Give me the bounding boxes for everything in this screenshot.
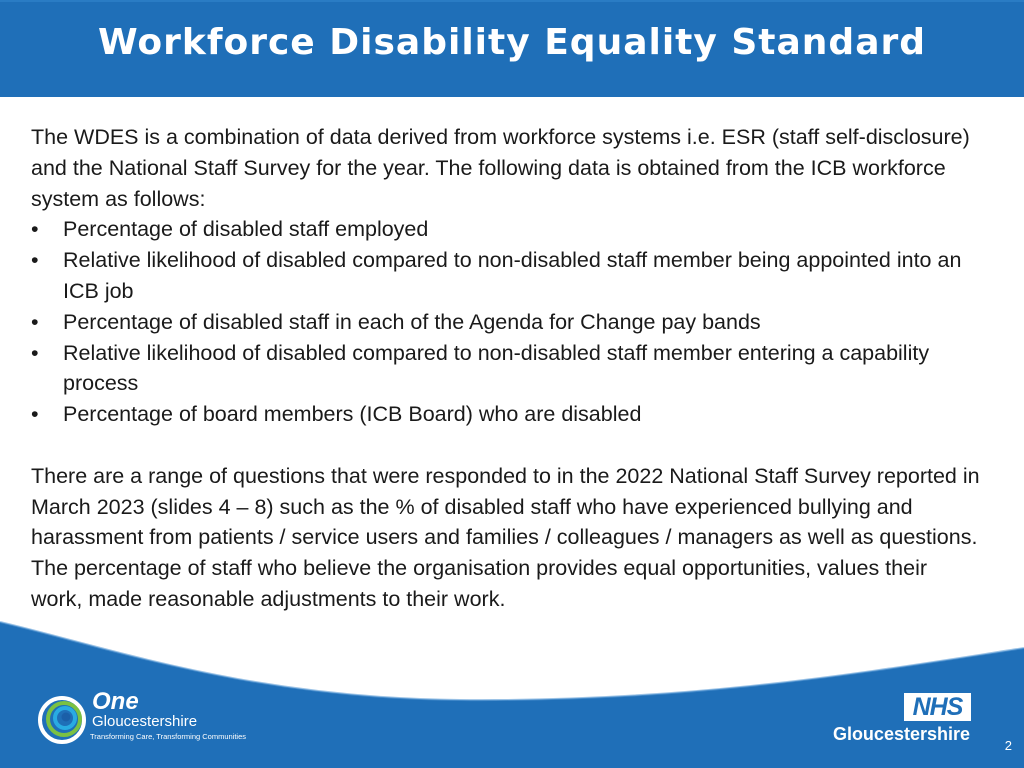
bullet-text: Relative likelihood of disabled compared to non-disabled staff member being appointed into an ICB job bbox=[63, 248, 962, 303]
bullet-icon: • bbox=[31, 248, 39, 273]
logo-name-text: Gloucestershire bbox=[92, 713, 198, 730]
bullet-item bbox=[31, 338, 981, 400]
nhs-logo bbox=[904, 693, 971, 721]
swirl-icon bbox=[38, 690, 90, 746]
bullet-item bbox=[31, 245, 981, 307]
slide-number: 2 bbox=[1004, 738, 1012, 753]
intro-paragraph: The WDES is a combination of data derived from workforce systems i.e. ESR (staff self-disclosure) and the National Staff Survey for the year. The following data is obtained from the ICB workforce system as follows: bbox=[31, 125, 970, 211]
bullet-icon: • bbox=[31, 309, 39, 334]
one-gloucestershire-logo bbox=[38, 690, 268, 750]
logo-tagline: Transforming Care, Transforming Communities bbox=[90, 732, 247, 741]
slide-title: Workforce Disability Equality Standard bbox=[97, 22, 927, 63]
bullet-item bbox=[31, 214, 981, 245]
bullet-item bbox=[31, 399, 981, 430]
bullet-list bbox=[31, 214, 981, 430]
bullet-text: Percentage of board members (ICB Board) who are disabled bbox=[63, 402, 642, 427]
nhs-logo-text: NHS bbox=[912, 692, 963, 721]
paragraph-spacer bbox=[31, 430, 981, 461]
bullet-text: Percentage of disabled staff employed bbox=[63, 217, 429, 242]
bullet-text: Relative likelihood of disabled compared to non-disabled staff member entering a capability process bbox=[63, 340, 930, 396]
bullet-icon: • bbox=[31, 402, 39, 427]
slide-content bbox=[31, 122, 981, 615]
bullet-item bbox=[31, 307, 981, 338]
org-name: Gloucestershire bbox=[832, 724, 970, 744]
bullet-icon: • bbox=[31, 217, 39, 242]
bullet-icon: • bbox=[31, 340, 39, 365]
logo-one-text: One bbox=[92, 688, 139, 715]
title-bar bbox=[0, 0, 1024, 97]
survey-paragraph: There are a range of questions that were responded to in the 2022 National Staff Survey reported in March 2023 (slides 4 – 8) such as the % of disabled staff who have experienced bullying and harassment from patients / service users and families / colleagues / managers as well as questions. The percentage of staff who believe the organisation provides equal opportunities, values their work, made reasonable adjustments to their work. bbox=[31, 463, 980, 611]
bullet-text: Percentage of disabled staff in each of the Agenda for Change pay bands bbox=[63, 309, 761, 334]
